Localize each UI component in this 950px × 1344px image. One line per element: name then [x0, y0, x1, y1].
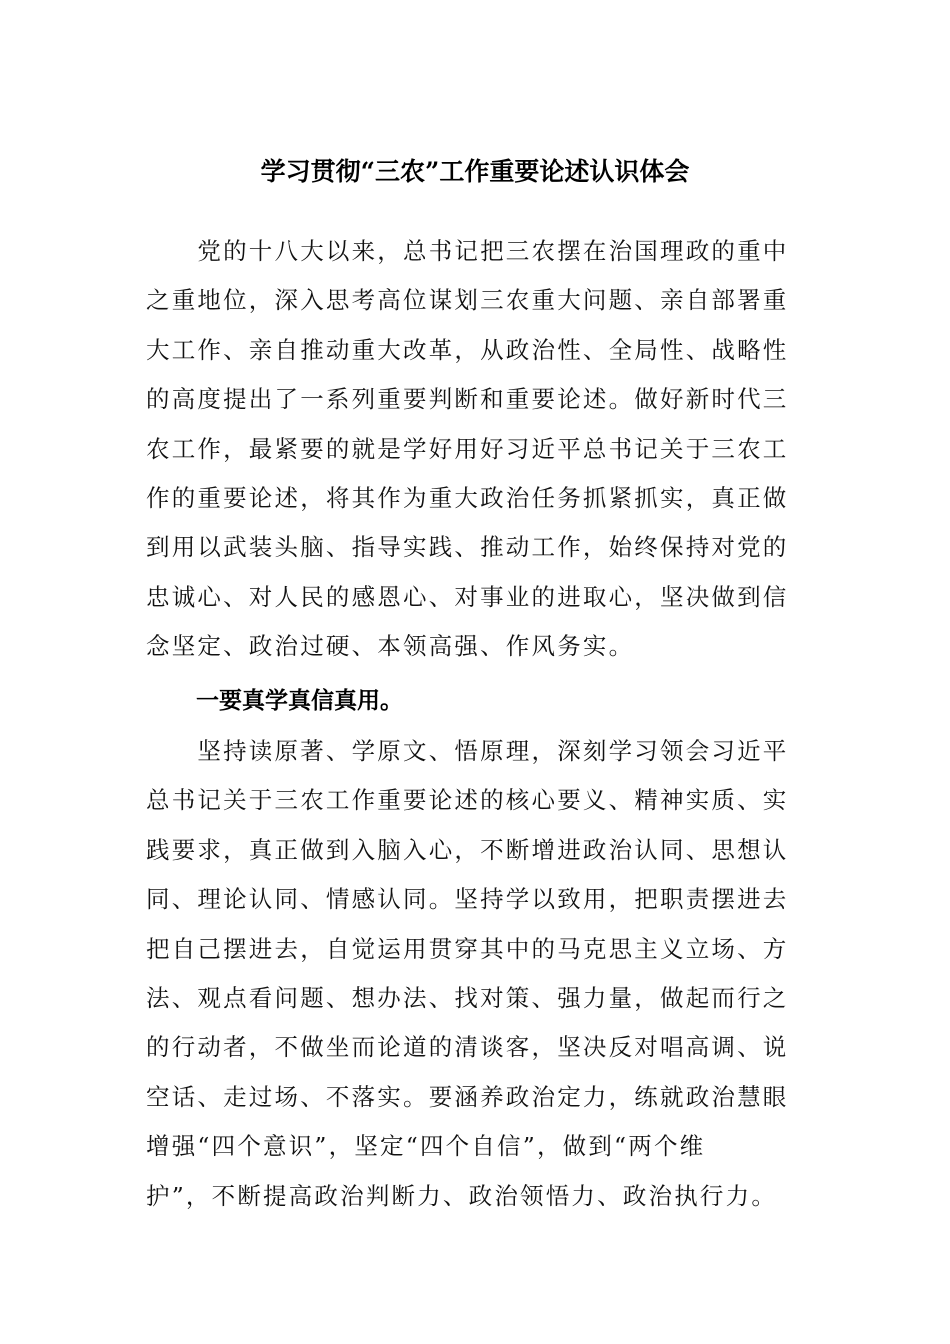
paragraph-line: 的高度提出了一系列重要判断和重要论述。做好新时代三: [146, 385, 789, 414]
paragraph-line: 把自己摆进去，自觉运用贯穿其中的马克思主义立场、方: [146, 934, 789, 963]
paragraph-intro: [146, 227, 804, 672]
paragraph-line: 空话、走过场、不落实。要涵养政治定力，练就政治慧眼: [146, 1082, 789, 1111]
paragraph-line: 的行动者，不做坐而论道的清谈客，坚决反对唱高调、说: [146, 1033, 789, 1062]
paragraph-line: 大工作、亲自推动重大改革，从政治性、全局性、战略性: [146, 335, 789, 364]
paragraph-line: 坚持读原著、学原文、悟原理，深刻学习领会习近平: [146, 737, 789, 765]
section-heading: 一要真学真信真用。: [196, 688, 403, 714]
document-title: 学习贯彻“三农”工作重要论述认识体会: [260, 157, 690, 186]
paragraph-line: 之重地位，深入思考高位谋划三农重大问题、亲自部署重: [146, 286, 789, 315]
paragraph-line: 作的重要论述，将其作为重大政治任务抓紧抓实，真正做: [146, 484, 789, 513]
paragraph-line: 到用以武装头脑、指导实践、推动工作，始终保持对党的: [146, 533, 789, 562]
paragraph-section-one: [146, 727, 804, 1221]
paragraph-line: 党的十八大以来，总书记把三农摆在治国理政的重中: [146, 237, 789, 265]
paragraph-line: 同、理论认同、情感认同。坚持学以致用，把职责摆进去: [146, 885, 789, 914]
paragraph-line: 护”，不断提高政治判断力、政治领悟力、政治执行力。: [146, 1181, 778, 1210]
paragraph-line: 总书记关于三农工作重要论述的核心要义、精神实质、实: [146, 786, 789, 815]
paragraph-line: 增强“四个意识”，坚定“四个自信”，做到“两个维: [146, 1132, 706, 1161]
paragraph-line: 念坚定、政治过硬、本领高强、作风务实。: [146, 632, 635, 661]
paragraph-line: 农工作，最紧要的就是学好用好习近平总书记关于三农工: [146, 434, 789, 463]
paragraph-line: 践要求，真正做到入脑入心，不断增进政治认同、思想认: [146, 835, 789, 864]
paragraph-line: 法、观点看问题、想办法、找对策、强力量，做起而行之: [146, 984, 789, 1013]
paragraph-line: 忠诚心、对人民的感恩心、对事业的进取心，坚决做到信: [146, 582, 789, 611]
